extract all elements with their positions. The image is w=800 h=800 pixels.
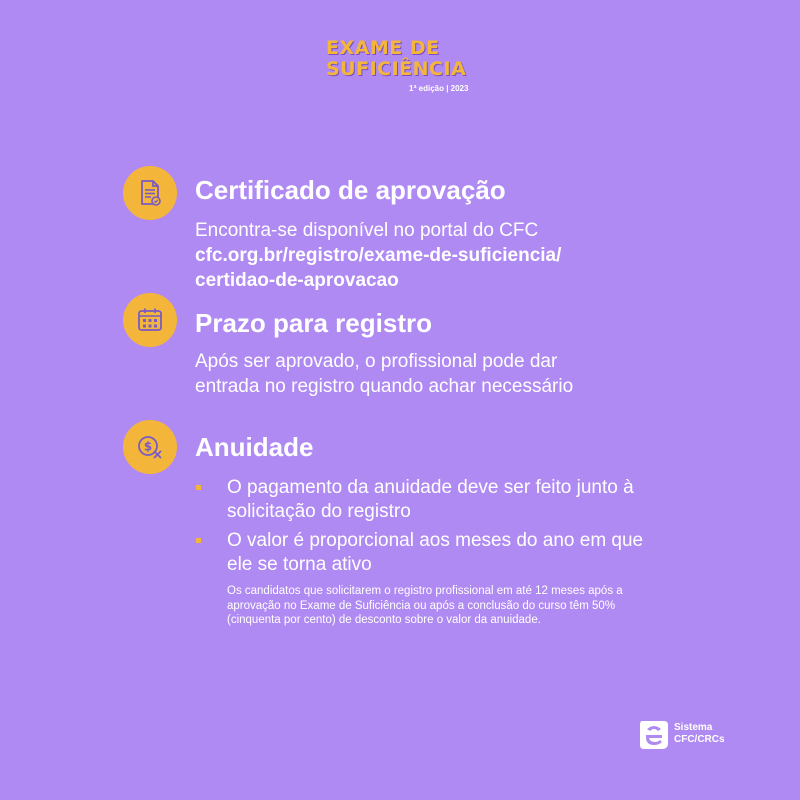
logo-title-line2: SUFICIÊNCIA (326, 58, 467, 80)
exam-logo (326, 37, 486, 93)
portal-link-line1[interactable] (195, 243, 561, 268)
footer-line1: Sistema (674, 722, 713, 733)
dollar-tag-icon (123, 420, 177, 474)
section-text-line1: Após ser aprovado, o profissional pode dar (195, 351, 558, 372)
bullet-text-line1: O pagamento da anuidade deve ser feito junto à (227, 477, 634, 498)
bullet-text-line2: ele se torna ativo (227, 554, 372, 575)
logo-title-line1: EXAME DE (326, 37, 440, 59)
portal-link-text[interactable]: certidao-de-aprovacao (195, 270, 399, 291)
portal-link-line2[interactable] (195, 268, 399, 293)
section-title: Prazo para registro (195, 308, 432, 338)
bullet-marker (196, 538, 201, 543)
certificate-icon (123, 166, 177, 220)
cfc-emblem-icon (638, 717, 670, 751)
discount-note: Os candidatos que solicitarem o registro profissional em até 12 meses após a aprovação no Exame de Suficiência ou após a conclusão do curso têm 50% (cinquenta por cento) de desconto sobre o valor da anuidade. (227, 585, 623, 626)
portal-link-text[interactable]: cfc.org.br/registro/exame-de-suficiencia/ (195, 245, 562, 266)
section-text: Encontra-se disponível no portal do CFC (195, 220, 539, 241)
section-text-line2: entrada no registro quando achar necessário (195, 376, 574, 397)
bullet-text-line1: O valor é proporcional aos meses do ano em que (227, 530, 644, 551)
section-title: Anuidade (195, 432, 314, 462)
sistema-cfc-logo (638, 717, 725, 751)
bullet-marker (196, 485, 201, 490)
svg-text:$: $ (143, 439, 153, 454)
footer-text (674, 722, 725, 746)
calendar-icon (123, 293, 177, 347)
section-title: Certificado de aprovação (195, 175, 506, 205)
bullet-text-line2: solicitação do registro (227, 501, 411, 522)
edition-label: 1ª edição | 2023 (409, 84, 469, 93)
footer-line2: CFC/CRCs (674, 734, 725, 745)
